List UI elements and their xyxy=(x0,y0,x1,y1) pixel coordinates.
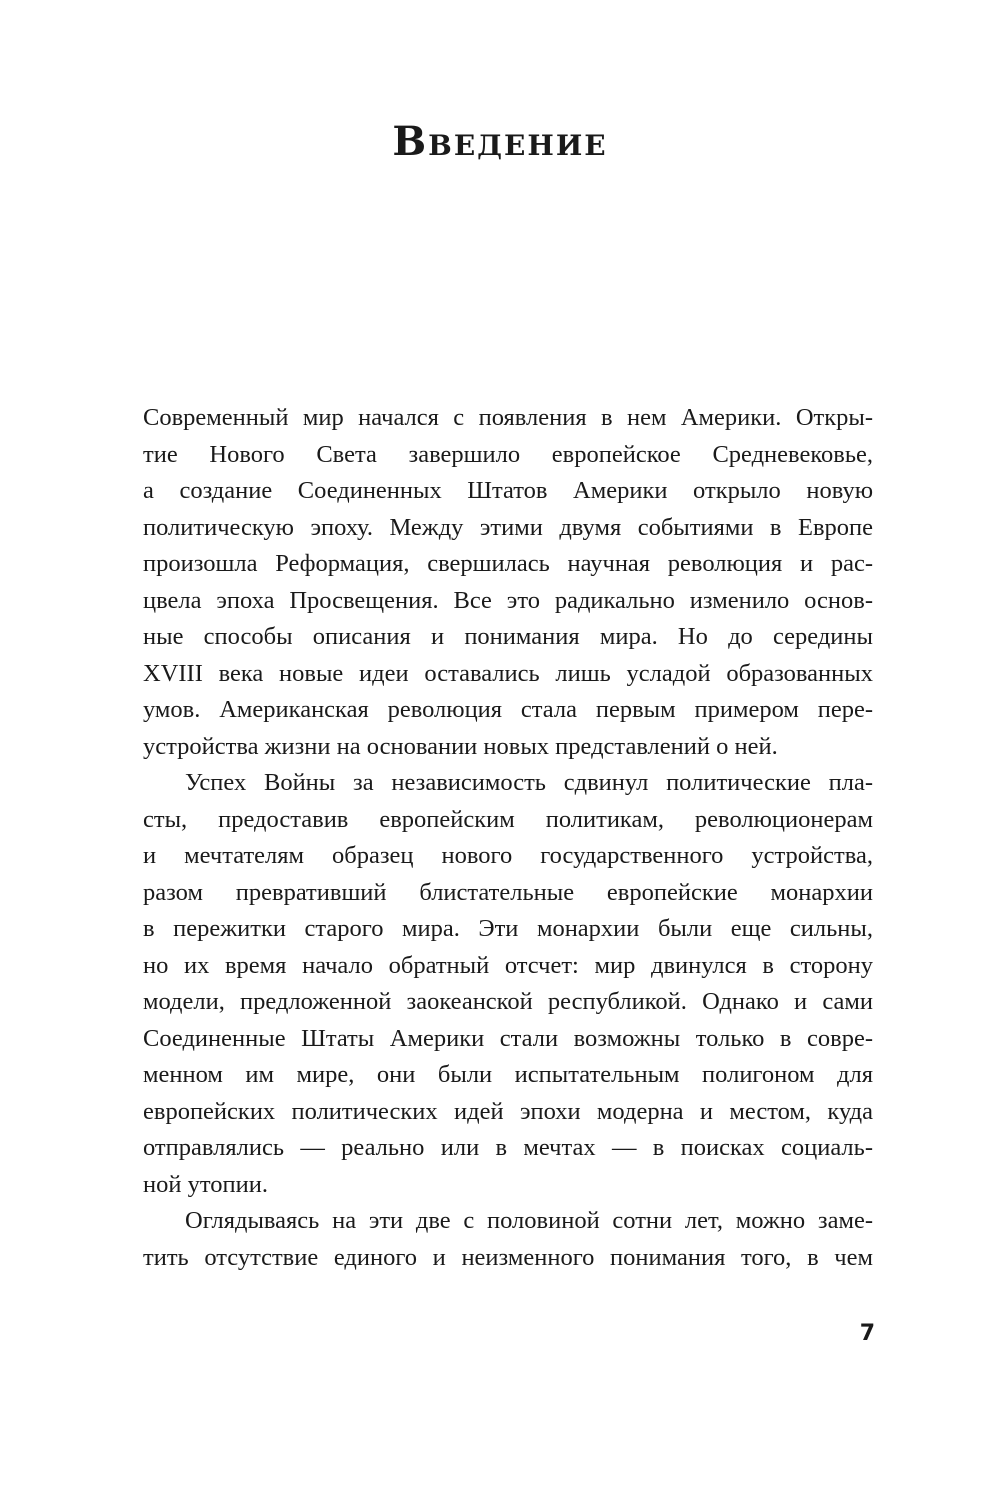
text-line: сты, предоставив европейским политикам, революционерам xyxy=(143,805,873,833)
text-line: но их время начало обратный отсчет: мир двинулся в сторону xyxy=(143,951,873,979)
text-line: разом превративший блистательные европейские монархии xyxy=(143,878,873,906)
text-line: Современный мир начался с появления в нем Америки. Откры- xyxy=(143,404,873,431)
text-line: цвела эпоха Просвещения. Все это радикально изменило основ- xyxy=(143,586,873,614)
body-text xyxy=(143,400,873,1276)
text-line: европейских политических идей эпохи модерна и местом, куда xyxy=(143,1097,873,1125)
paragraph-3 xyxy=(143,1203,873,1276)
text-line: Соединенные Штаты Америки стали возможны только в совре- xyxy=(143,1024,873,1052)
page-number: 7 xyxy=(859,1321,875,1346)
paragraph-1 xyxy=(143,400,873,765)
text-line: устройства жизни на основании новых представлений о ней. xyxy=(143,732,778,760)
text-line: в пережитки старого мира. Эти монархии были еще сильны, xyxy=(143,915,873,942)
paragraph-2 xyxy=(143,765,873,1203)
text-line: Оглядываясь на эти две с половиной сотни лет, можно заме- xyxy=(185,1207,873,1234)
chapter-title: Введение xyxy=(392,118,608,165)
text-line: тие Нового Света завершило европейское Средневековье, xyxy=(143,440,873,468)
text-line: XVIII века новые идеи оставались лишь усладой образованных xyxy=(143,659,873,687)
text-line: политическую эпоху. Между этими двумя событиями в Европе xyxy=(143,513,873,541)
text-line: умов. Американская революция стала первым примером пере- xyxy=(143,696,873,723)
text-line: тить отсутствие единого и неизменного понимания того, в чем xyxy=(143,1243,873,1271)
text-line: и мечтателям образец нового государственного устройства, xyxy=(143,842,873,869)
text-line: ной утопии. xyxy=(143,1170,268,1198)
text-line: отправлялись — реально или в мечтах — в поисках социаль- xyxy=(143,1134,873,1161)
text-line: Успех Войны за независимость сдвинул политические пла- xyxy=(185,769,873,796)
text-line: менном им мире, они были испытательным полигоном для xyxy=(143,1061,873,1088)
text-line: ные способы описания и понимания мира. Но до середины xyxy=(143,623,873,650)
text-line: произошла Реформация, свершилась научная революция и рас- xyxy=(143,550,873,577)
text-line: а создание Соединенных Штатов Америки открыло новую xyxy=(143,477,873,504)
text-line: модели, предложенной заокеанской республикой. Однако и сами xyxy=(143,988,873,1015)
